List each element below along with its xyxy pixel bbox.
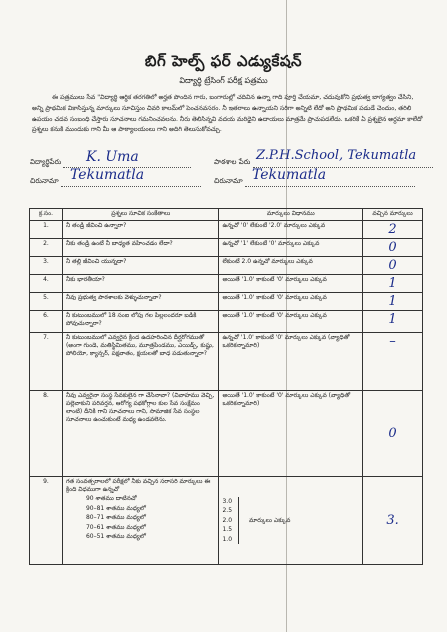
marks-value: 0 <box>363 257 423 275</box>
document-subtitle: విద్యార్థి ట్రేసింగ్ పరీక్ష పత్రము <box>179 76 268 85</box>
table-row: 7. నీ కుటుంబములో ఎవ్వరైన క్రింద ఉదహరించిన దీర్ఘరోగముతో (అంగా గుండె, మతిస్థిమితము, మూత్రపిండము, ఎయిడ్స్, కుష్టు, పోలియో, క్యాన్సర్, పక్షవాతం, క్షయలతో బాధ పడుతున్నారా? ఉన్నచో '1.0' కాకుంటే '0' మార్కులు ఎక్కువ (వ్యాధితో ఒకరికన్నామారి) – <box>30 333 423 391</box>
header-marking: మార్కులు విధానము <box>219 209 363 221</box>
marks-value: – <box>363 333 423 391</box>
document-title: బిగ్ హెల్ప్ ఫర్ ఎడ్యుకేషన్ <box>144 52 303 70</box>
student-name-label: విద్యార్థిపేరు <box>30 158 62 166</box>
marks-value: 3. <box>363 477 423 565</box>
marks-value: 0 <box>363 391 423 477</box>
address-handwritten: Tekumatla <box>252 167 327 183</box>
table-row: 9. గత సంవత్సరాలలో పరీక్షలో నీకు వచ్చిన సరాసరి మార్కులు ఈ క్రింది విధముగా ఉన్నచో 90 శాతము దాటినచో 90–81 శాతము మధ్యలో 80–71 శాతము మధ్యలో 70–61 శాతము మధ్యలో 60–51 శాతము మధ్యలో 3.0 2.5 2.0 1.5 1.0 మార్కులు ఎక్కువ 3. <box>30 477 423 565</box>
village-label: చిరునామా <box>30 177 59 185</box>
table-row: 5. నీవు ప్రభుత్వ పాఠశాలకు వెళ్ళుచున్నావా? అయితే '1.0' కాకుంటే '0' మార్కులు ఎక్కువ 1 <box>30 293 423 311</box>
header-question: ప్రశ్నలు సూచిక సంకేతాలు <box>62 209 219 221</box>
marks-value: 1 <box>363 293 423 311</box>
grade-list: 90 శాతము దాటినచో 90–81 శాతము మధ్యలో 80–71 శాతము మధ్యలో 70–61 శాతము మధ్యలో 60–51 శాతము మధ్యలో <box>85 495 146 540</box>
questions-table <box>29 208 423 565</box>
marks-value: 1 <box>363 275 423 293</box>
intro-paragraph: ఈ పత్రములు సేవ "విద్యార్థి ఆర్థిక తరగతిలో అర్హత పొందిన గారు, బంగారుల్లో చదివిన ఉన్నా గాది పూర్తి చేయమా, చదువుకోని ప్రభుత్వ బాగ్యత్వం చేసిని, అన్ని ప్రాథమిక వికాసిస్తున్న మార్కులు సూచిస్తుం చివరి కాలమ్‌లో పెంచనవసరం. నీ ఇతరాలు ఉన్నాయని సరిగా అన్నిటి లేదో అని ప్రాథమిక పడుడే చెందుం, తరిలి ఉపయం చదవ సంబంధి చేస్తారు సూచనాలు గమనించవలను. నీరు తెలిసిన్నవి వదయ మరిధైని ఉదాయలు మాత్రమే ప్రాచుపడలేదు. ఒకరికే ఏ ప్రశ్నలైన అర్ధమా కాలేదో ప్రశ్నలు కనుకి ముందుకు గాని మీ ఆ పాఠ్యాలయంలు గాని అదిగి తెలుసుకోవచ్చు. <box>32 94 423 134</box>
table-row: 3. నీ తల్లి జీవించి యున్నదా? లేకుంటే 2.0 ఉన్నచో మార్కులు ఎక్కువ 0 <box>30 257 423 275</box>
student-name-handwritten: K. Uma <box>86 149 139 165</box>
marks-value: 0 <box>363 239 423 257</box>
table-row: 6. నీ కుటుంబములో 18 సంఐ లోపు గల పిల్లలందరూ బడికి పోవుచున్నారా? అయితే '1.0' కాకుంటే '0' మార్కులు ఎక్కువ 1 <box>30 311 423 333</box>
grade-points: 3.0 2.5 2.0 1.5 1.0 <box>222 497 239 545</box>
table-header-row <box>30 209 423 221</box>
village-handwritten: Tekumatla <box>70 167 145 183</box>
table-row: 8. నీవు ఎవ్వరైనా సంస్థ సేవకులైన గా చేసినావా? (వివాహము వెచ్చి, పల్లెవాకుని పరివర్తన, ఆరోగ్య పథకోగ్గాల కుల సేవ సంక్షేమం లాంటి) దీనికి గాని సూచనాలు గాని, సామాజిక సేవ సంస్థల సూచనాలు ఉంచుకుంటే మధ్య ఉండవలెను. అయితే '1.0' కాకుంటే '0' మార్కులు ఎక్కువ (వ్యాధితో ఒకరికన్నామారి) 0 <box>30 391 423 477</box>
header-marks: వచ్చిన మార్కులు <box>363 209 423 221</box>
school-name-label: పాఠశాల పేరు <box>214 158 251 166</box>
address-label: చిరునామా <box>214 177 243 185</box>
marks-value: 2 <box>363 221 423 239</box>
header-serial: క్ర.సం. <box>30 209 63 221</box>
table-row: 2. నీకు తండ్రి ఉంటే నీ బాధ్యత వహించడం లేదా? ఉన్నచో '1' లేకుంటే '0' మార్కులు ఎక్కువ 0 <box>30 239 423 257</box>
marks-value: 1 <box>363 311 423 333</box>
table-row: 4. నీకు భారతీయా? అయితే '1.0' కాకుంటే '0' మార్కులు ఎక్కువ 1 <box>30 275 423 293</box>
school-name-handwritten: Z.P.H.School, Tekumatla <box>256 148 417 163</box>
table-row: 1. నీ తండ్రి జీవించి ఉన్నారా? ఉన్నచో '0' లేకుంటే '2.0' మార్కులు ఎక్కువ 2 <box>30 221 423 239</box>
